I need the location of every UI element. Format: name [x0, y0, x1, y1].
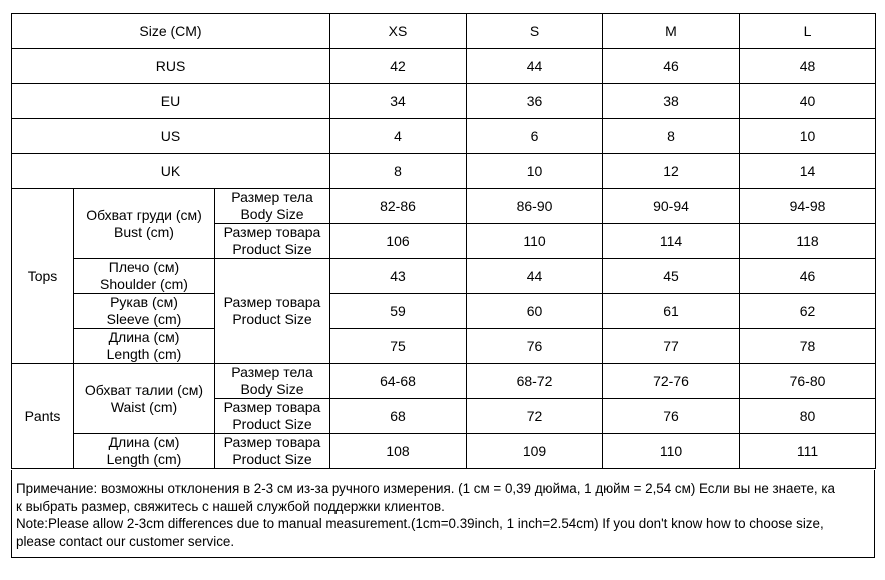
table-cell: 114 — [603, 224, 740, 259]
table-cell: 110 — [467, 224, 603, 259]
product-size-label-ru: Размер товара — [223, 224, 321, 240]
bust-label-en: Bust (cm) — [114, 223, 174, 240]
size-header-label: Size (CM) — [12, 14, 330, 49]
waist-label — [74, 364, 215, 434]
table-row — [12, 189, 876, 224]
table-cell: 86-90 — [467, 189, 603, 224]
table-cell: 108 — [330, 434, 467, 469]
table-cell: 76 — [603, 399, 740, 434]
table-cell: 68 — [330, 399, 467, 434]
product-size-label-en: Product Size — [232, 451, 312, 467]
measurement-note — [11, 470, 875, 558]
note-line-en-1: Note:Please allow 2-3cm differences due to manual measurement.(1cm=0.39inch, 1 inch=2.54cm) If you don't know how to choose size, — [16, 516, 824, 531]
table-row — [12, 294, 876, 329]
body-size-label-en: Body Size — [240, 206, 304, 222]
table-cell: 61 — [603, 294, 740, 329]
table-cell: 8 — [603, 119, 740, 154]
table-cell: 4 — [330, 119, 467, 154]
bust-label — [74, 189, 215, 259]
note-line-en-2: please contact our customer service. — [16, 533, 235, 549]
product-size-label-ru: Размер товара — [223, 294, 321, 310]
table-row — [12, 154, 876, 189]
table-cell: 46 — [603, 49, 740, 84]
length-label-ru: Длина (см) — [108, 434, 180, 450]
table-cell: 8 — [330, 154, 467, 189]
table-cell: 78 — [740, 329, 876, 364]
table-cell: 106 — [330, 224, 467, 259]
body-size-label-ru: Размер тела — [231, 189, 313, 205]
product-size-label-en: Product Size — [232, 311, 312, 327]
table-cell: 45 — [603, 259, 740, 294]
body-size-label-en: Body Size — [240, 381, 304, 397]
size-header-m: M — [603, 14, 740, 49]
size-header-s: S — [467, 14, 603, 49]
table-cell: 36 — [467, 84, 603, 119]
body-size-label — [215, 364, 330, 399]
table-cell: 48 — [740, 49, 876, 84]
table-cell: 12 — [603, 154, 740, 189]
table-cell: 44 — [467, 49, 603, 84]
product-size-label-en: Product Size — [232, 241, 312, 257]
shoulder-label — [74, 259, 215, 294]
length-label — [74, 329, 215, 364]
row-label-us: US — [12, 119, 330, 154]
table-cell: 75 — [330, 329, 467, 364]
table-row — [12, 49, 876, 84]
table-cell: 14 — [740, 154, 876, 189]
length-label-en: Length (cm) — [106, 346, 182, 362]
table-cell: 34 — [330, 84, 467, 119]
row-label-eu: EU — [12, 84, 330, 119]
table-cell: 82-86 — [330, 189, 467, 224]
table-cell: 72-76 — [603, 364, 740, 399]
row-label-uk: UK — [12, 154, 330, 189]
table-cell: 10 — [467, 154, 603, 189]
table-cell: 118 — [740, 224, 876, 259]
table-cell: 62 — [740, 294, 876, 329]
table-row — [12, 364, 876, 399]
table-cell: 40 — [740, 84, 876, 119]
table-cell: 109 — [467, 434, 603, 469]
table-cell: 76 — [467, 329, 603, 364]
sleeve-label-en: Sleeve (cm) — [106, 311, 182, 327]
shoulder-label-en: Shoulder (cm) — [100, 276, 188, 292]
table-cell: 44 — [467, 259, 603, 294]
product-size-label — [215, 434, 330, 469]
table-row — [12, 119, 876, 154]
table-row — [12, 434, 876, 469]
table-cell: 64-68 — [330, 364, 467, 399]
product-size-label — [215, 224, 330, 259]
pants-group-label: Pants — [12, 364, 74, 469]
table-cell: 72 — [467, 399, 603, 434]
table-cell: 80 — [740, 399, 876, 434]
table-cell: 6 — [467, 119, 603, 154]
length-label-en: Length (cm) — [106, 451, 182, 467]
shoulder-label-ru: Плечо (см) — [108, 259, 180, 275]
sleeve-label — [74, 294, 215, 329]
table-cell: 110 — [603, 434, 740, 469]
tops-group-label: Tops — [12, 189, 74, 364]
sleeve-label-ru: Рукав (см) — [110, 294, 178, 310]
waist-label-ru: Обхват талии (см) — [84, 381, 204, 398]
table-cell: 76-80 — [740, 364, 876, 399]
size-header-xs: XS — [330, 14, 467, 49]
table-cell: 59 — [330, 294, 467, 329]
table-cell: 77 — [603, 329, 740, 364]
table-cell: 46 — [740, 259, 876, 294]
table-cell: 38 — [603, 84, 740, 119]
table-row — [12, 14, 876, 49]
table-row — [12, 329, 876, 364]
row-label-rus: RUS — [12, 49, 330, 84]
size-header-l: L — [740, 14, 876, 49]
table-cell: 111 — [740, 434, 876, 469]
length-label — [74, 434, 215, 469]
product-size-label-ru: Размер товара — [223, 434, 321, 450]
table-cell: 68-72 — [467, 364, 603, 399]
body-size-label-ru: Размер тела — [231, 364, 313, 380]
table-cell: 60 — [467, 294, 603, 329]
note-line-ru-1: Примечание: возможны отклонения в 2-3 см из-за ручного измерения. (1 см = 0,39 дюйма, 1 дюйм = 2,54 см) Если вы не знаете, ка — [16, 481, 835, 496]
product-size-label-ru: Размер товара — [223, 399, 321, 415]
table-cell: 43 — [330, 259, 467, 294]
product-size-label — [215, 399, 330, 434]
table-row — [12, 259, 876, 294]
product-size-label-en: Product Size — [232, 416, 312, 432]
product-size-label — [215, 259, 330, 364]
note-line-ru-2: к выбрать размер, свяжитесь с нашей службой поддержки клиентов. — [16, 498, 445, 514]
table-cell: 10 — [740, 119, 876, 154]
table-row — [12, 84, 876, 119]
table-cell: 42 — [330, 49, 467, 84]
body-size-label — [215, 189, 330, 224]
waist-label-en: Waist (cm) — [110, 398, 178, 415]
table-cell: 90-94 — [603, 189, 740, 224]
size-chart-table — [11, 13, 876, 469]
table-cell: 94-98 — [740, 189, 876, 224]
length-label-ru: Длина (см) — [108, 329, 180, 345]
bust-label-ru: Обхват груди (см) — [86, 206, 202, 223]
